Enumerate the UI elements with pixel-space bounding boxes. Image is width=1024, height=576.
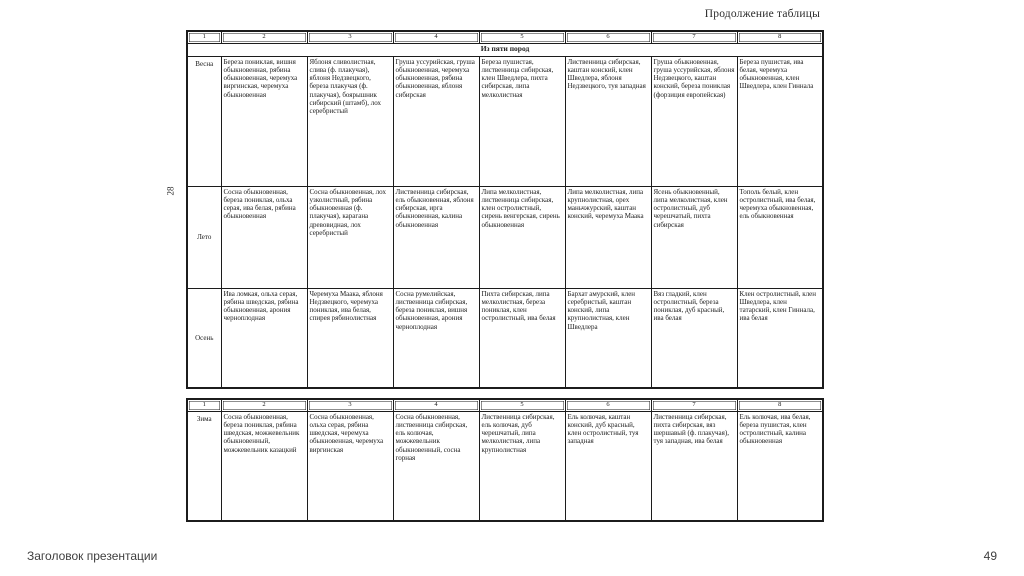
species-table-main [186, 30, 824, 389]
col-number: 4 [393, 31, 479, 43]
species-cell: Бархат амурский, клен серебристый, каштан конский, липа крупнолистная, клен Шведлера [565, 288, 651, 388]
season-label-winter: Зима [187, 411, 221, 521]
col-number: 3 [307, 399, 393, 411]
col-number: 7 [651, 31, 737, 43]
species-cell: Лиственница сибирская, ель колючая, дуб черешчатый, липа мелколистная, липа крупнолистная [479, 411, 565, 521]
col-number: 2 [221, 399, 307, 411]
table-row-summer [187, 186, 823, 288]
species-cell: Сосна румелийская, лиственница сибирская, береза пониклая, вишня обыкновенная, арония черноплодная [393, 288, 479, 388]
section-title-row [187, 43, 823, 56]
species-cell: Вяз гладкий, клен остролистный, береза пониклая, дуб красный, ива белая [651, 288, 737, 388]
col-number: 8 [737, 399, 823, 411]
season-label-autumn: Осень [187, 288, 221, 388]
col-number: 1 [187, 399, 221, 411]
species-cell: Лиственница сибирская, ель обыкновенная, яблоня сибирская, ирга обыкновенная, калина обыкновенная [393, 186, 479, 288]
species-cell: Груша обыкновенная, груша уссурийская, яблоня Недзвецкого, каштан конский, береза пониклая (форзиция европейская) [651, 56, 737, 186]
table-row-winter [187, 411, 823, 521]
col-number: 7 [651, 399, 737, 411]
species-cell: Ива ломкая, ольха серая, рябина шведская, рябина обыкновенная, арония черноплодная [221, 288, 307, 388]
season-label-summer: Лето [187, 186, 221, 288]
species-cell: Сосна обыкновенная, береза пониклая, ольха серая, ива белая, рябина обыкновенная [221, 186, 307, 288]
col-number: 2 [221, 31, 307, 43]
species-cell: Груша уссурийская, груша обыкновенная, черемуха обыкновенная, рябина обыкновенная, яблоня сибирская [393, 56, 479, 186]
col-number: 5 [479, 399, 565, 411]
section-title: Из пяти пород [187, 43, 823, 56]
species-cell: Яблоня сливолистная, слива (ф. плакучая), яблоня Недзвецкого, береза плакучая (ф. плакучая), боярышник сибирский (штамб), лох серебристый [307, 56, 393, 186]
table-continuation-note: Продолжение таблицы [704, 8, 820, 20]
table-row-spring [187, 56, 823, 186]
col-number: 6 [565, 31, 651, 43]
species-cell: Сосна обыкновенная, лиственница сибирская, ель колючая, можжевельник обыкновенный, сосна горная [393, 411, 479, 521]
species-cell: Липа мелколистная, липа крупнолистная, орех маньчжурский, каштан конский, черемуха Маака [565, 186, 651, 288]
season-label-spring: Весна [187, 56, 221, 186]
col-number: 3 [307, 31, 393, 43]
scan-page-number: 28 [165, 186, 176, 196]
table-row-autumn [187, 288, 823, 388]
scanned-table-area [186, 30, 822, 522]
col-number: 6 [565, 399, 651, 411]
col-number: 8 [737, 31, 823, 43]
species-cell: Береза пушистая, лиственница сибирская, клен Шведлера, пихта сибирская, липа мелколистная [479, 56, 565, 186]
species-cell: Сосна обыкновенная, лох узколистный, рябина обыкновенная (ф. плакучая), карагана древовидная, лох серебристый [307, 186, 393, 288]
species-cell: Пихта сибирская, липа мелколистная, береза пониклая, клен остролистный, ива белая [479, 288, 565, 388]
species-cell: Береза пушистая, ива белая, черемуха обыкновенная, клен Шведлера, клен Гиннала [737, 56, 823, 186]
species-cell: Лиственница сибирская, пихта сибирская, вяз шершавый (ф. плакучая), туя западная, ива белая [651, 411, 737, 521]
footer-page-number: 49 [983, 549, 997, 563]
species-cell: Клен остролистный, клен Шведлера, клен татарский, клен Гиннала, ива белая [737, 288, 823, 388]
species-table-winter [186, 398, 824, 522]
column-number-row [187, 399, 823, 411]
species-cell: Тополь белый, клен остролистный, ива белая, черемуха обыкновенная, ель обыкновенная [737, 186, 823, 288]
species-cell: Ель колючая, ива белая, береза пушистая, клен остролистный, калина обыкновенная [737, 411, 823, 521]
species-cell: Сосна обыкновенная, ольха серая, рябина шведская, черемуха обыкновенная, черемуха виргинская [307, 411, 393, 521]
col-number: 4 [393, 399, 479, 411]
col-number: 1 [187, 31, 221, 43]
col-number: 5 [479, 31, 565, 43]
footer-presentation-title: Заголовок презентации [27, 549, 158, 563]
species-cell: Черемуха Маака, яблоня Недзвецкого, черемуха пониклая, ива белая, спирея рябинолистная [307, 288, 393, 388]
species-cell: Сосна обыкновенная, береза пониклая, рябина шведская, можжевельник обыкновенный, можжевельник казацкий [221, 411, 307, 521]
species-cell: Береза пониклая, вишня обыкновенная, рябина обыкновенная, черемуха виргинская, черемуха обыкновенная [221, 56, 307, 186]
species-cell: Лиственница сибирская, каштан конский, клен Шведлера, яблоня Недзвецкого, туя западная [565, 56, 651, 186]
species-cell: Липа мелколистная, лиственница сибирская, клен остролистный, сирень венгерская, сирень обыкновенная [479, 186, 565, 288]
column-number-row [187, 31, 823, 43]
species-cell: Ель колючая, каштан конский, дуб красный, клен остролистный, туя западная [565, 411, 651, 521]
species-cell: Ясень обыкновенный, липа мелколистная, клен остролистный, дуб черешчатый, пихта сибирская [651, 186, 737, 288]
